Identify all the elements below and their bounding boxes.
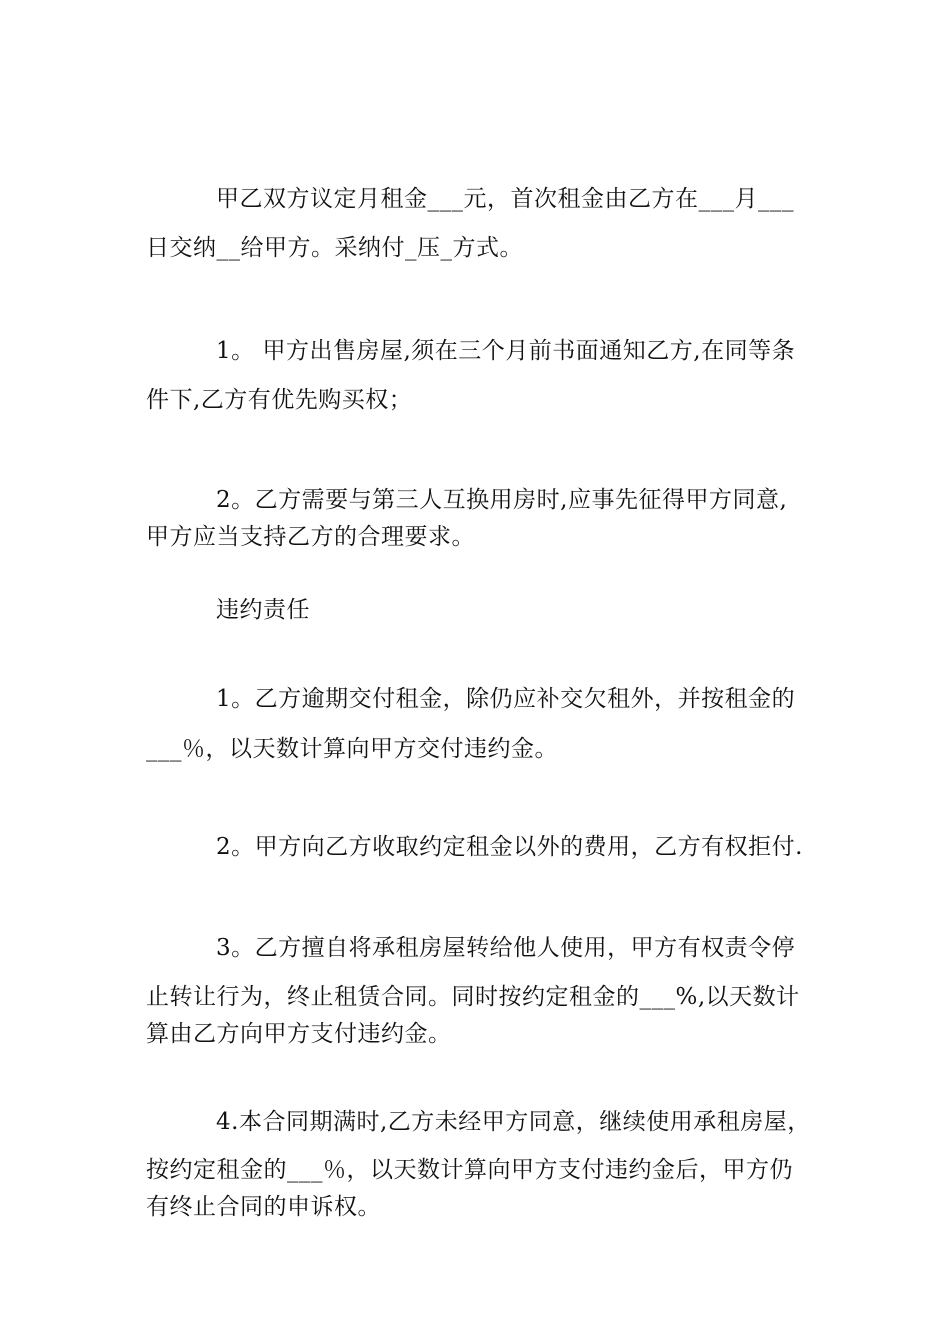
paragraph-breach-4-line-2: 按约定租金的___％，以天数计算向甲方支付违约金后，甲方仍 bbox=[146, 1157, 793, 1183]
paragraph-sale-line-1: 1。 甲方出售房屋,须在三个月前书面通知乙方,在同等条 bbox=[216, 338, 796, 364]
paragraph-breach-4-line-1: 4.本合同期满时,乙方未经甲方同意，继续使用承租房屋， bbox=[216, 1109, 811, 1135]
paragraph-breach-3-line-3: 算由乙方向甲方支付违约金。 bbox=[146, 1021, 452, 1047]
paragraph-sale-line-2: 件下,乙方有优先购买权； bbox=[146, 387, 413, 413]
paragraph-breach-1-line-2: ___％，以天数计算向甲方交付违约金。 bbox=[146, 736, 558, 762]
section-heading-breach: 违约责任 bbox=[216, 597, 310, 623]
paragraph-breach-1-line-1: 1。乙方逾期交付租金，除仍应补交欠租外，并按租金的 bbox=[216, 686, 796, 712]
paragraph-rent-line-1: 甲乙双方议定月租金___元，首次租金由乙方在___月___ bbox=[216, 186, 794, 212]
paragraph-breach-3-line-1: 3。乙方擅自将承租房屋转给他人使用，甲方有权责令停 bbox=[216, 935, 796, 961]
paragraph-breach-2-line-1: 2。甲方向乙方收取约定租金以外的费用，乙方有权拒付. bbox=[216, 834, 803, 860]
paragraph-exchange-line-1: 2。乙方需要与第三人互换用房时,应事先征得甲方同意, bbox=[216, 487, 788, 513]
paragraph-breach-4-line-3: 有终止合同的申诉权。 bbox=[146, 1194, 381, 1220]
paragraph-rent-line-2: 日交纳__给甲方。采纳付_压_方式。 bbox=[146, 235, 523, 261]
paragraph-breach-3-line-2: 止转让行为，终止租赁合同。同时按约定租金的___%,以天数计 bbox=[146, 984, 800, 1010]
paragraph-exchange-line-2: 甲方应当支持乙方的合理要求。 bbox=[146, 524, 475, 550]
